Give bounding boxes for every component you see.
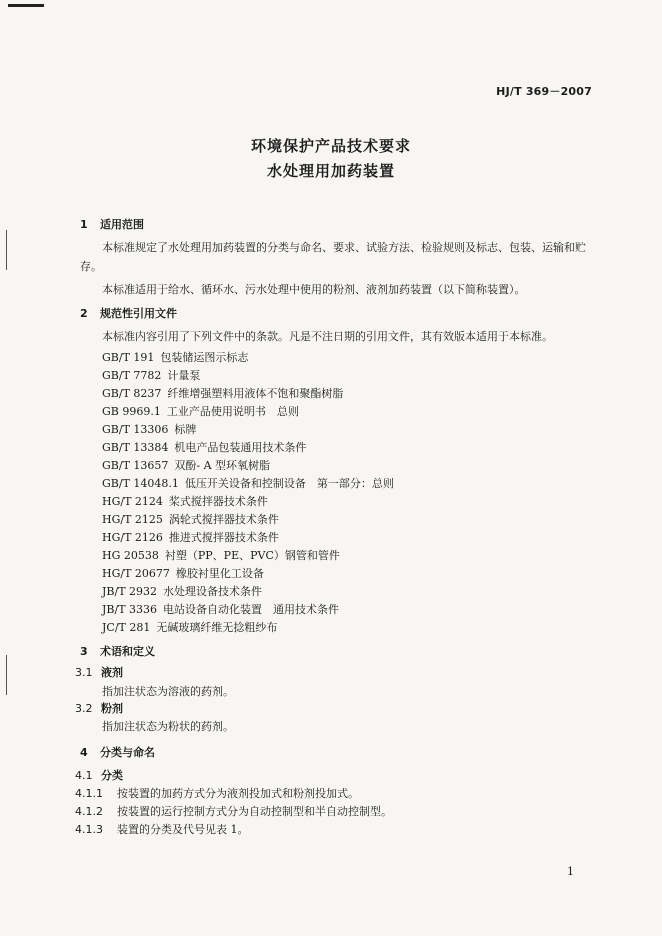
reference-title: 工业产品使用说明书 总则 <box>166 405 299 418</box>
reference-title: 纤维增强塑料用液体不饱和聚酯树脂 <box>167 387 344 400</box>
term-name: 液剂 <box>101 666 123 679</box>
section-title: 规范性引用文件 <box>100 307 177 320</box>
reference-title: 衬塑（PP、PE、PVC）钢管和管件 <box>164 549 340 562</box>
reference-title: 包装储运图示标志 <box>160 351 249 364</box>
reference-title: 双酚- A 型环氧树脂 <box>174 459 271 472</box>
binding-mark <box>6 655 7 695</box>
reference-item <box>102 475 394 491</box>
reference-item <box>102 349 248 365</box>
reference-item <box>102 421 196 437</box>
clause-text: 装置的分类及代号见表 1。 <box>117 823 249 836</box>
reference-title: 桨式搅拌器技术条件 <box>168 495 268 508</box>
document-title-line2: 水处理用加药装置 <box>266 162 395 180</box>
scan-edge-mark <box>8 4 44 7</box>
clause-4-1-3 <box>75 821 249 837</box>
reference-code: JC/T 281 <box>102 621 151 634</box>
reference-item <box>102 529 279 545</box>
section-number: 1 <box>80 218 88 231</box>
binding-mark <box>6 230 7 270</box>
section-1-paragraph-2: 本标准适用于给水、循环水、污水处理中使用的粉剂、液剂加药装置（以下简称装置）。 <box>102 283 526 296</box>
section-1-heading <box>80 216 144 232</box>
reference-code: GB/T 14048.1 <box>102 477 179 490</box>
reference-title: 电站设备自动化装置 通用技术条件 <box>163 603 340 616</box>
clause-4-1-1 <box>75 785 359 801</box>
clause-number: 4.1.2 <box>75 805 103 818</box>
reference-code: HG/T 2125 <box>102 513 163 526</box>
reference-code: HG/T 2124 <box>102 495 163 508</box>
reference-title: 推进式搅拌器技术条件 <box>168 531 279 544</box>
reference-item <box>102 439 306 455</box>
reference-title: 涡轮式搅拌器技术条件 <box>168 513 279 526</box>
clause-4-1-heading <box>75 767 123 783</box>
reference-title: 橡胶衬里化工设备 <box>175 567 264 580</box>
reference-code: GB/T 13384 <box>102 441 169 454</box>
reference-title: 水处理设备技术条件 <box>163 585 263 598</box>
section-number: 2 <box>80 307 88 320</box>
reference-title: 无碱玻璃纤维无捻粗纱布 <box>156 621 278 634</box>
reference-item <box>102 367 200 383</box>
reference-code: HG/T 2126 <box>102 531 163 544</box>
section-3-heading <box>80 643 155 659</box>
clause-number: 4.1 <box>75 769 93 782</box>
reference-item <box>102 385 343 401</box>
term-3-1-definition: 指加注状态为溶液的药剂。 <box>102 685 234 698</box>
reference-code: JB/T 2932 <box>102 585 158 598</box>
reference-code: GB/T 13306 <box>102 423 169 436</box>
standard-code: HJ/T 369－2007 <box>496 85 592 98</box>
reference-code: HG 20538 <box>102 549 159 562</box>
section-number: 3 <box>80 645 88 658</box>
reference-item <box>102 457 270 473</box>
reference-item <box>102 565 264 581</box>
term-3-2-definition: 指加注状态为粉状的药剂。 <box>102 720 234 733</box>
section-title: 分类与命名 <box>100 746 155 759</box>
reference-code: GB/T 8237 <box>102 387 162 400</box>
reference-title: 计量泵 <box>167 369 201 382</box>
clause-number: 4.1.1 <box>75 787 103 800</box>
section-4-heading <box>80 744 155 760</box>
section-2-heading <box>80 305 177 321</box>
clause-4-1-2 <box>75 803 392 819</box>
section-title: 术语和定义 <box>100 645 155 658</box>
term-name: 粉剂 <box>101 702 123 715</box>
section-title: 适用范围 <box>100 218 144 231</box>
reference-code: GB 9969.1 <box>102 405 161 418</box>
clause-number: 4.1.3 <box>75 823 103 836</box>
clause-text: 按装置的运行控制方式分为自动控制型和半自动控制型。 <box>117 805 392 818</box>
reference-item <box>102 619 277 635</box>
reference-item <box>102 493 268 509</box>
page-number: 1 <box>567 865 574 878</box>
reference-item <box>102 583 262 599</box>
document-title-line1: 环境保护产品技术要求 <box>250 137 411 155</box>
section-number: 4 <box>80 746 88 759</box>
reference-title: 机电产品包装通用技术条件 <box>174 441 307 454</box>
clause-title: 分类 <box>101 769 123 782</box>
term-3-2-heading <box>75 700 123 716</box>
reference-code: GB/T 13657 <box>102 459 169 472</box>
reference-item <box>102 403 299 419</box>
reference-title: 标牌 <box>174 423 197 436</box>
reference-item <box>102 601 339 617</box>
reference-item <box>102 547 340 563</box>
reference-code: GB/T 191 <box>102 351 155 364</box>
term-number: 3.1 <box>75 666 93 679</box>
reference-item <box>102 511 279 527</box>
clause-text: 按装置的加药方式分为液剂投加式和粉剂投加式。 <box>117 787 359 800</box>
section-1-paragraph-1: 本标准规定了水处理用加药装置的分类与命名、要求、试验方法、检验规则及标志、包装、运输和贮存。 <box>80 241 586 273</box>
term-number: 3.2 <box>75 702 93 715</box>
reference-code: GB/T 7782 <box>102 369 162 382</box>
reference-code: HG/T 20677 <box>102 567 170 580</box>
reference-title: 低压开关设备和控制设备 第一部分：总则 <box>184 477 394 490</box>
term-3-1-heading <box>75 664 123 680</box>
reference-code: JB/T 3336 <box>102 603 158 616</box>
section-2-intro: 本标准内容引用了下列文件中的条款。凡是不注日期的引用文件，其有效版本适用于本标准。 <box>102 330 553 343</box>
